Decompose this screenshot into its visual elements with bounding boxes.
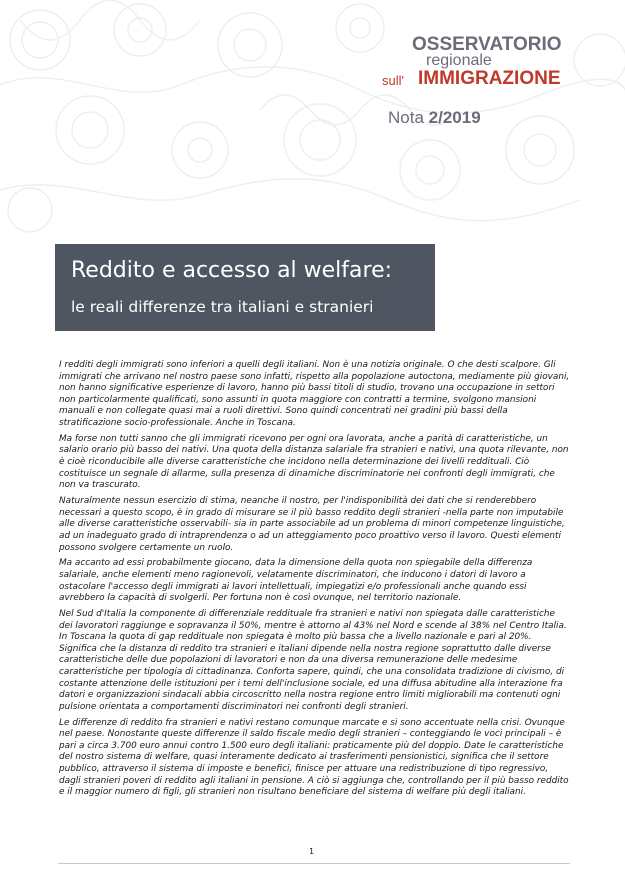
- observatory-logo: [382, 34, 592, 94]
- paragraph: Ma forse non tutti sanno che gli immigrati ricevono per ogni ora lavorata, anche a parità di caratteristiche, un salario orario più basso dei nativi. Una quota della distanza salariale fra stranieri e nativi, una quota rilevante, non è cioè riconducibile alle diverse caratteristiche che incidono nella determinazione dei livelli reddituali. Ciò costituisce un segnale di allarme, sulla presenza di dinamiche discriminatorie nei confronti degli immigrati, che non va trascurato.: [59, 433, 569, 491]
- paragraph: I redditi degli immigrati sono inferiori a quelli degli italiani. Non è una notizia originale. O che desti scalpore. Gli immigrati che arrivano nel nostro paese sono infatti, rispetto alla popolazione autoctona, mediamente più giovani, non hanno significative esperienze di lavoro, hanno più bassi titoli di studio, trovano una occupazione in settori non particolarmente qualificati, sono assunti in quota maggiore con contratti a termine, svolgono mansioni manuali e non collegate quasi mai a ruoli direttivi. Sono quindi concentrati nei gradini più bassi della stratificazione socio-professionale. Anche in Toscana.: [59, 360, 570, 428]
- page-title: Reddito e accesso al welfare:: [71, 258, 393, 283]
- page-subtitle: le reali differenze tra italiani e stranieri: [71, 298, 374, 316]
- title-box: [55, 244, 435, 331]
- logo-prefix: sull': [382, 73, 404, 88]
- paragraph: Naturalmente nessun esercizio di stima, neanche il nostro, per l'indisponibilità dei dati che si renderebbero necessari a questo scopo, è in grado di misurare se il più basso reddito degli stranieri -nella parte non imputabile alle diverse caratteristiche osservabili- sia in parte associabile ad un problema di minori competenze linguistiche, ad un inadeguato grado di intraprendenza o ad un atteggiamento poco proattivo verso il lavoro. Questi elementi possono svolgere certamente un ruolo.: [59, 496, 565, 553]
- paragraph: Nel Sud d'Italia la componente di differenziale reddituale fra stranieri e nativi non spiegata dalle caratteristiche dei lavoratori raggiunge e sopravanza il 50%, mentre è attorno al 43% nel Nord e scende al 38% nel Centro Italia. In Toscana la quota di gap reddituale non spiegata è molto più bassa che a livello nazionale e pari al 20%. Significa che la distanza di reddito tra stranieri e italiani dipende nella nostra regione soprattutto dalle diverse caratteristiche delle due popolazioni di lavoratori e non da una diversa remunerazione delle medesime caratteristiche per tipologia di cittadinanza. Conforta sapere, quindi, che una consolidata tradizione di civismo, di costante attenzione delle istituzioni per i temi dell'inclusione sociale, ed una diffusa abitudine alla interazione fra datori e organizzazioni sindacali abbia circoscritto nella nostra regione entro limiti migliorabili ma contenuti ogni pulsione orientata a comportamenti discriminatori nei confronti degli stranieri.: [59, 609, 567, 712]
- page-number: 1: [309, 847, 315, 856]
- note-label: Nota: [388, 108, 424, 127]
- paragraph: Le differenze di reddito fra stranieri e nativi restano comunque marcate e si sono accentuate nella crisi. Ovunque nel paese. Nonostante queste differenze il saldo fiscale medio degli stranieri – conteggiando le voci principali – è pari a circa 3.700 euro annui contro 1.500 euro degli italiani: praticamente più del doppio. Date le caratteristiche del nostro sistema di welfare, quasi interamente dedicato ai trasferimenti pensionistici, significa che il settore pubblico, attraverso il sistema di imposte e benefici, finisce per attuare una redistribuzione di tipo regressivo, dagli stranieri poveri di reddito agli italiani in pensione. A ciò si aggiunga che, controllando per il più basso reddito e il maggior numero di figli, gli stranieri non risultano beneficiare del sistema di welfare più degli italiani.: [59, 717, 569, 798]
- body-text: [59, 360, 571, 803]
- logo-immigrazione: IMMIGRAZIONE: [418, 68, 561, 89]
- paragraph: Ma accanto ad essi probabilmente giocano, data la dimensione della quota non spiegabile della differenza salariale, anche elementi meno ragionevoli, velatamente discriminatori, che inducono i datori di lavoro a ostacolare l'accesso degli immigrati ai lavori intellettuali, impiegatizi e/o professionali anche quando essi avrebbero la capacità di svolgerli. Per fortuna non è così ovunque, nel territorio nazionale.: [59, 558, 533, 604]
- note-number: [388, 108, 481, 128]
- logo-title: OSSERVATORIO: [412, 34, 562, 55]
- logo-subtitle: regionale: [426, 52, 492, 69]
- footer-divider: [58, 863, 570, 864]
- note-id: 2/2019: [428, 108, 481, 127]
